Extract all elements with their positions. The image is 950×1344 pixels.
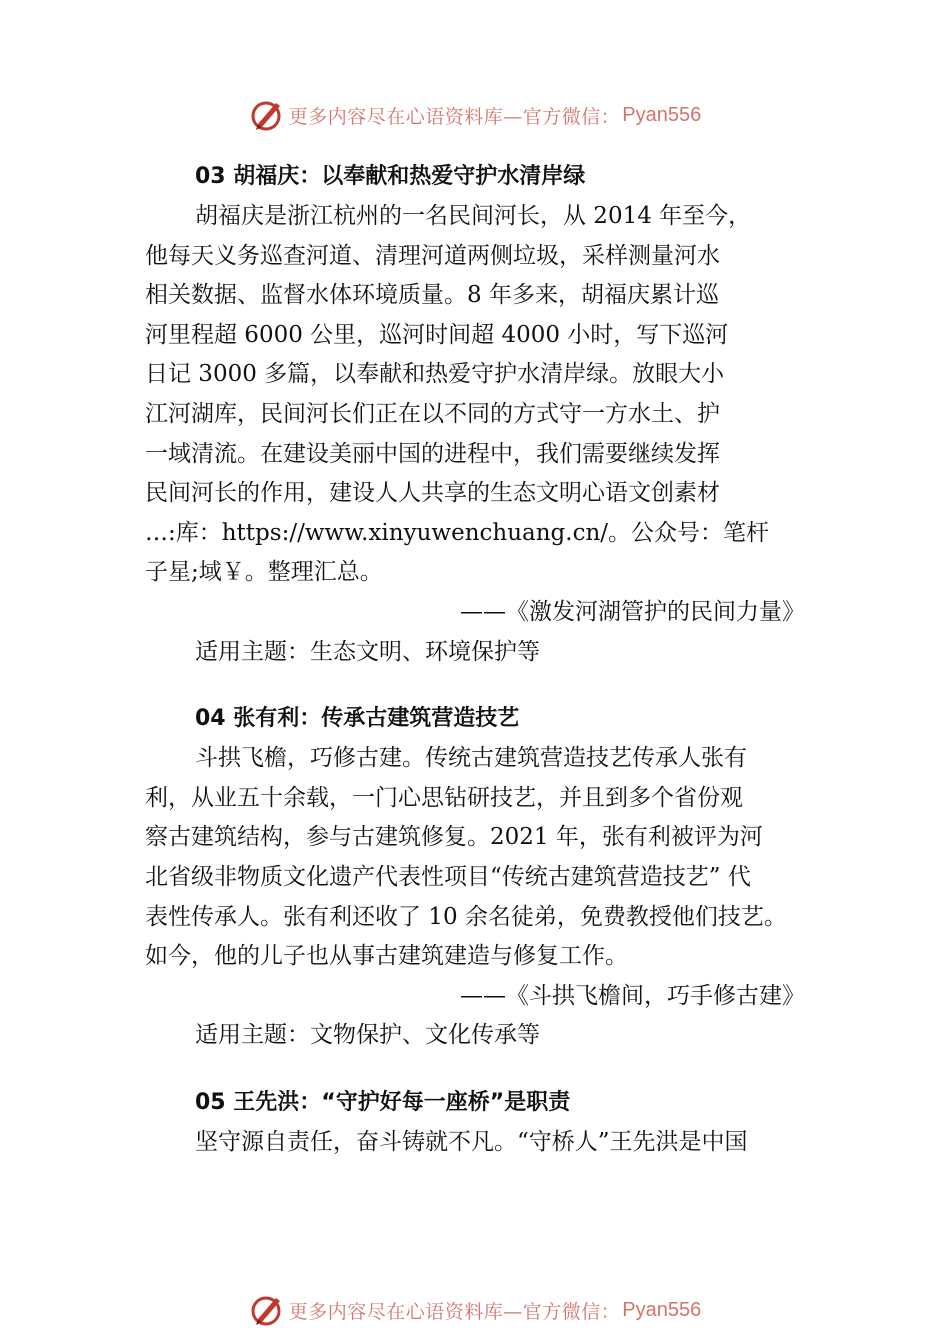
section-heading: 03 胡福庆：以奉献和热爱守护水清岸绿	[195, 164, 586, 189]
paragraph-line: 一域清流。在建设美丽中国的进程中，我们需要继续发挥	[145, 440, 720, 467]
header-watermark-banner	[0, 95, 950, 135]
paragraph-line: 子星;域￥。整理汇总。	[145, 559, 383, 586]
document-body	[145, 157, 825, 1162]
source-citation: ——《激发河湖管护的民间力量》	[460, 598, 805, 625]
paragraph-line: 河里程超 6000 公里，巡河时间超 4000 小时，写下巡河	[145, 321, 729, 348]
banner-text: 更多内容尽在心语资料库—官方微信：	[288, 1300, 621, 1323]
paragraph-line: …:库：https://www.xinyuwenchuang.cn/。公众号：笔杆	[145, 519, 770, 546]
paragraph-line: 胡福庆是浙江杭州的一名民间河长，从 2014 年至今，	[195, 203, 752, 229]
paragraph-line: 他每天义务巡查河道、清理河道两侧垃圾，采样测量河水	[145, 242, 720, 269]
footer-watermark-banner	[0, 1290, 950, 1330]
theme-line: 适用主题：生态文明、环境保护等	[195, 638, 540, 665]
source-citation: ——《斗拱飞檐间，巧手修古建》	[460, 982, 805, 1009]
section-spacer	[145, 672, 825, 699]
paragraph-line: 利，从业五十余载，一门心思钻研技艺，并且到多个省份观	[145, 784, 743, 811]
pen-logo-icon	[249, 97, 285, 133]
banner-wechat-id: Pyan556	[622, 1298, 702, 1321]
paragraph-line: 斗拱飞檐，巧修古建。传统古建筑营造技艺传承人张有	[195, 745, 747, 772]
pen-logo-icon	[249, 1292, 285, 1328]
paragraph-line: 江河湖库，民间河长们正在以不同的方式守一方水土、护	[145, 400, 720, 427]
paragraph-line: 如今，他的儿子也从事古建筑建造与修复工作。	[145, 943, 628, 970]
paragraph-line: 民间河长的作用，建设人人共享的生态文明心语文创素材	[145, 480, 720, 507]
paragraph-line: 日记 3000 多篇，以奉献和热爱守护水清岸绿。放眼大小	[145, 361, 725, 388]
paragraph-line: 坚守源自责任，奋斗铸就不凡。“守桥人”王先洪是中国	[195, 1128, 748, 1155]
theme-line: 适用主题：文物保护、文化传承等	[195, 1022, 540, 1049]
paragraph-line: 察古建筑结构，参与古建筑修复。2021 年，张有利被评为河	[145, 824, 763, 851]
banner-text: 更多内容尽在心语资料库—官方微信：	[288, 105, 621, 128]
section-heading: 05 王先洪：“守护好每一座桥”是职责	[195, 1089, 571, 1115]
paragraph-line: 相关数据、监督水体环境质量。8 年多来，胡福庆累计巡	[145, 282, 719, 309]
banner-wechat-id: Pyan556	[622, 103, 702, 126]
paragraph-line: 表性传承人。张有利还收了 10 余名徒弟，免费教授他们技艺。	[145, 903, 787, 930]
paragraph-line: 北省级非物质文化遗产代表性项目“传统古建筑营造技艺” 代	[145, 863, 751, 890]
section-spacer	[145, 1056, 825, 1083]
section-heading: 04 张有利：传承古建筑营造技艺	[195, 706, 520, 732]
